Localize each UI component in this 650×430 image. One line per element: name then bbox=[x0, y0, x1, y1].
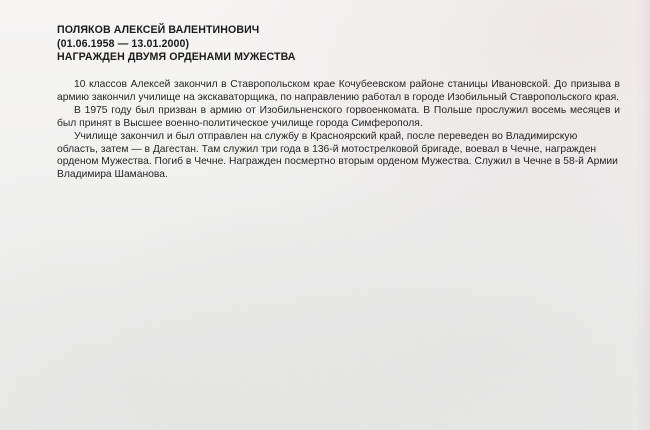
page-edge-shading bbox=[636, 0, 650, 430]
award-line: НАГРАЖДЕН ДВУМЯ ОРДЕНАМИ МУЖЕСТВА bbox=[57, 51, 296, 64]
person-name: ПОЛЯКОВ АЛЕКСЕЙ ВАЛЕНТИНОВИЧ bbox=[57, 24, 260, 36]
biography-header bbox=[57, 24, 617, 65]
life-dates: (01.06.1958 — 13.01.2000) bbox=[57, 37, 190, 50]
paragraph-education: 10 классов Алексей закончил в Ставропольском крае Кочубеевском районе станицы Ивановской. До призыва в армию закончил училище на экскаваторщика, по направлению работал в городе Изобильный Ставропольского края. bbox=[57, 79, 620, 103]
paragraph-conscription: В 1975 году был призван в армию от Изобильненского горвоенкомата. В Польше прослужил восемь месяцев и был принят в Высшее военно-политическое училище города Симферополя. bbox=[57, 104, 620, 129]
biography-text bbox=[57, 79, 620, 182]
paragraph-service: Училище закончил и был отправлен на службу в Красноярский край, после переведен во Владимирскую область, затем — в Дагестан. Там служил три года в 136-й мотострелковой бригаде, воевал в Чечне, награжден орденом Мужества. Погиб в Чечне. Награжден посмертно вторым орденом Мужества. Служил в Чечне в 58-й Армии Владимира Шаманова. bbox=[57, 130, 618, 181]
